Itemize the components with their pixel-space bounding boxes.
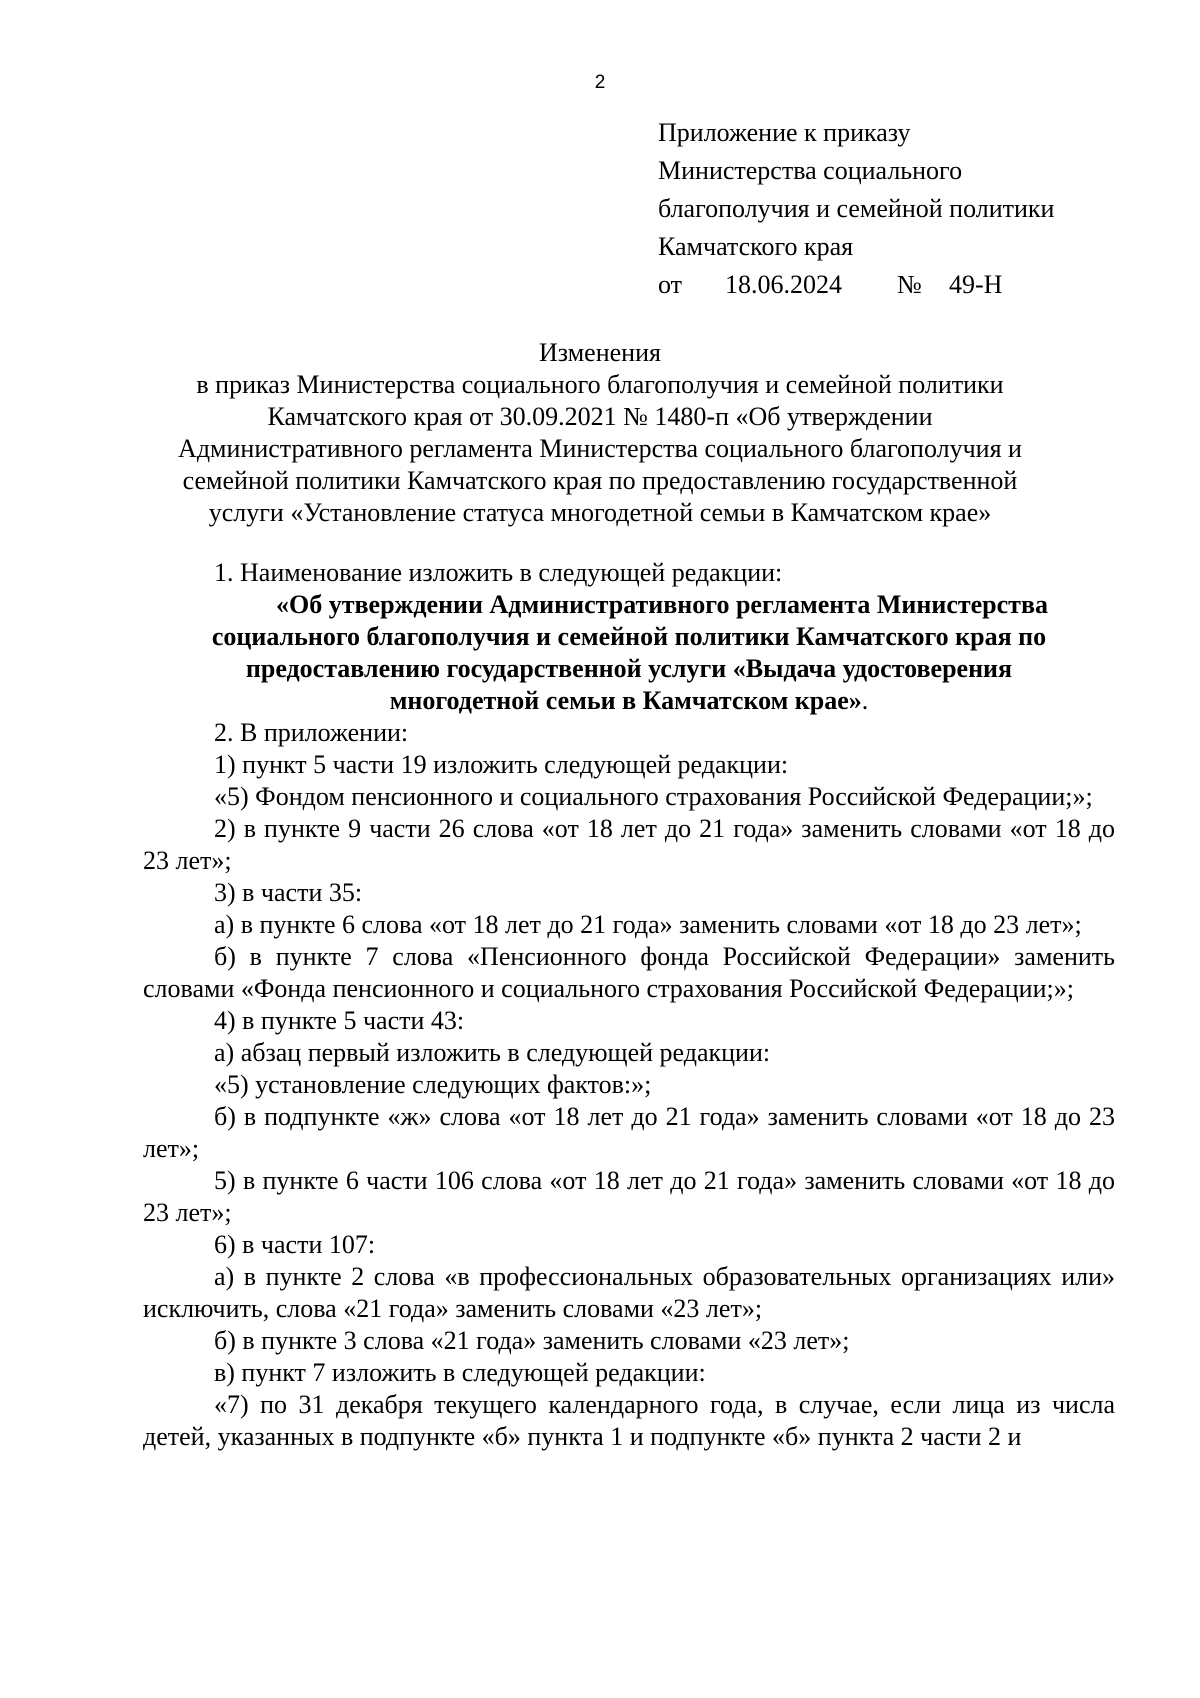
document-body xyxy=(143,557,1115,1453)
paragraph: 2) в пункте 9 части 26 слова «от 18 лет до 21 года» заменить словами «от 18 до 23 лет»; xyxy=(143,814,1115,875)
approval-line: Приложение к приказу xyxy=(658,118,911,147)
date-prefix: от xyxy=(658,270,683,299)
approval-line: Камчатского края xyxy=(658,232,854,261)
new-title-line-text: многодетной семьи в Камчатском крае» xyxy=(389,686,862,715)
document-title xyxy=(150,337,1050,529)
title-line: Камчатского края от 30.09.2021 № 1480-п «Об утверждении xyxy=(267,402,933,431)
paragraph: 1) пункт 5 части 19 изложить следующей редакции: xyxy=(214,750,789,779)
paragraph: 5) в пункте 6 части 106 слова «от 18 лет до 21 года» заменить словами «от 18 до 23 лет»; xyxy=(143,1166,1115,1227)
new-title-line: социального благополучия и семейной политики Камчатского края по xyxy=(211,622,1047,651)
title-line: Изменения xyxy=(539,338,661,367)
new-title-block xyxy=(143,589,1115,717)
title-line: в приказ Министерства социального благополучия и семейной политики xyxy=(196,370,1004,399)
paragraph: 3) в части 35: xyxy=(214,878,363,907)
paragraph: 4) в пункте 5 части 43: xyxy=(214,1006,465,1035)
title-line: семейной политики Камчатского края по предоставлению государственной xyxy=(182,466,1018,495)
title-line: услуги «Установление статуса многодетной семьи в Камчатском крае» xyxy=(208,498,992,527)
paragraph: 1. Наименование изложить в следующей редакции: xyxy=(214,558,783,587)
new-title-line xyxy=(143,685,1115,717)
paragraph: 6) в части 107: xyxy=(214,1230,376,1259)
approval-date-line xyxy=(658,266,1054,304)
number-sign: № xyxy=(897,270,922,299)
approval-line: Министерства социального xyxy=(658,156,963,185)
approval-line: благополучия и семейной политики xyxy=(658,194,1055,223)
paragraph: 2. В приложении: xyxy=(214,718,409,747)
paragraph: «5) Фондом пенсионного и социального страхования Российской Федерации;»; xyxy=(214,782,1093,811)
paragraph: «7) по 31 декабря текущего календарного года, в случае, если лица из числа детей, указанных в подпункте «б» пункта 1 и подпункте «б» пункта 2 части 2 и xyxy=(143,1390,1115,1451)
paragraph: б) в пункте 3 слова «21 года» заменить словами «23 лет»; xyxy=(214,1326,850,1355)
paragraph: в) пункт 7 изложить в следующей редакции: xyxy=(214,1358,706,1387)
page-number: 2 xyxy=(594,72,606,93)
order-date: 18.06.2024 xyxy=(725,270,842,299)
new-title-line: «Об утверждении Административного регламента Министерства xyxy=(276,590,1048,619)
paragraph: а) в пункте 2 слова «в профессиональных образовательных организациях или» исключить, слова «21 года» заменить словами «23 лет»; xyxy=(143,1262,1115,1323)
new-title-line: предоставлению государственной услуги «Выдача удостоверения xyxy=(245,654,1013,683)
order-number: 49-Н xyxy=(949,270,1003,299)
paragraph: б) в пункте 7 слова «Пенсионного фонда Российской Федерации» заменить словами «Фонда пенсионного и социального страхования Российской Федерации;»; xyxy=(143,942,1115,1003)
paragraph: «5) установление следующих фактов:»; xyxy=(214,1070,652,1099)
approval-block xyxy=(658,114,1054,304)
paragraph: а) в пункте 6 слова «от 18 лет до 21 года» заменить словами «от 18 до 23 лет»; xyxy=(214,910,1082,939)
paragraph: а) абзац первый изложить в следующей редакции: xyxy=(214,1038,771,1067)
paragraph: б) в подпункте «ж» слова «от 18 лет до 21 года» заменить словами «от 18 до 23 лет»; xyxy=(143,1102,1115,1163)
title-line: Административного регламента Министерства социального благополучия и xyxy=(178,434,1022,463)
new-title-tail: . xyxy=(861,686,869,715)
